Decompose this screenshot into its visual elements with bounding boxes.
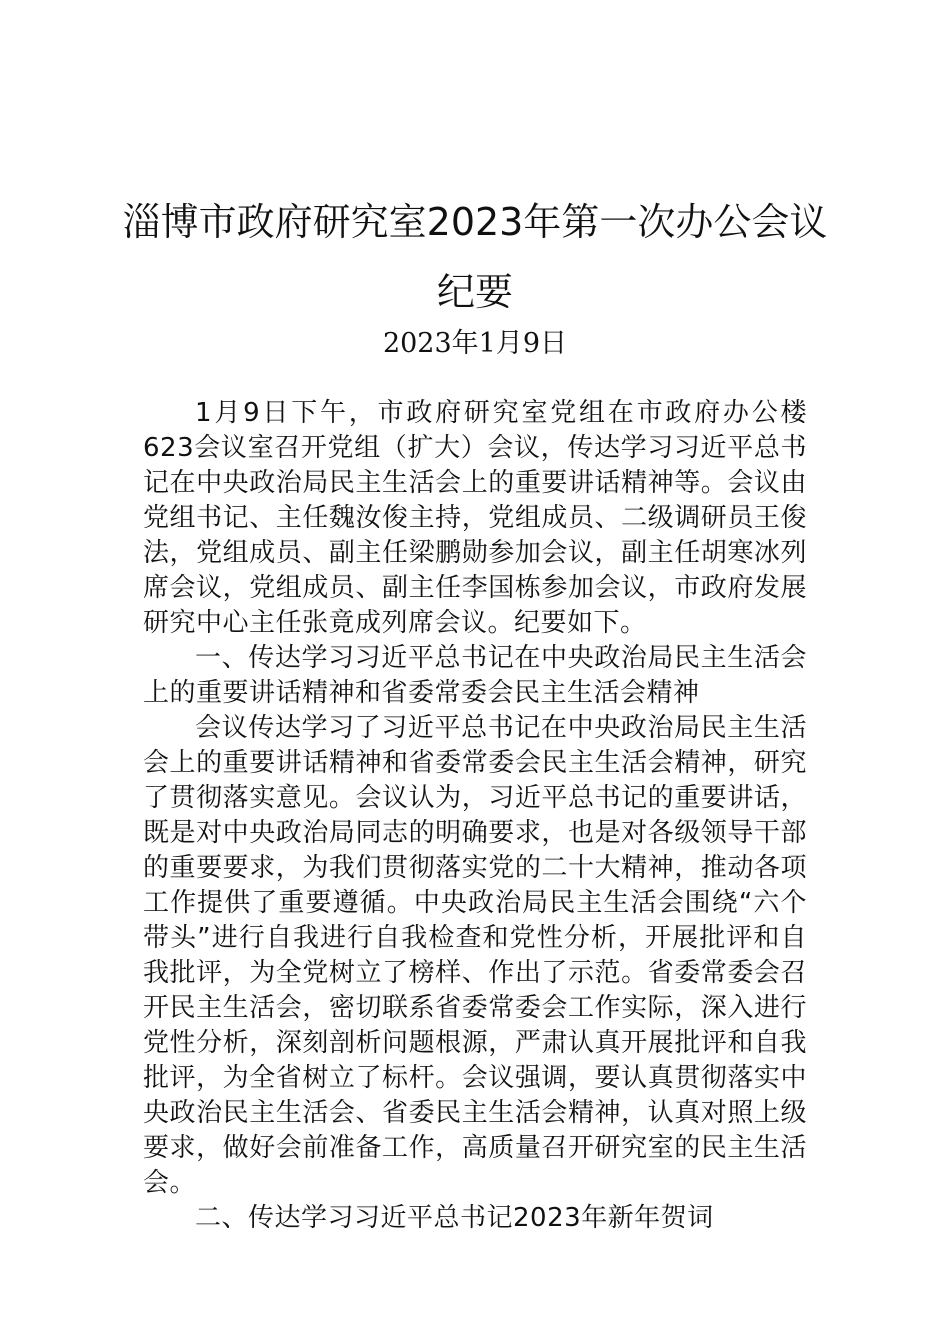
document-body bbox=[143, 396, 807, 1236]
section-1-paragraph: 会议传达学习了习近平总书记在中央政治局民主生活会上的重要讲话精神和省委常委会民主生活会精神，研究了贯彻落实意见。会议认为，习近平总书记的重要讲话，既是对中央政治局同志的明确要求，也是对各级领导干部的重要要求，为我们贯彻落实党的二十大精神，推动各项工作提供了重要遵循。中央政治局民主生活会围绕“六个带头”进行自我进行自我检查和党性分析，开展批评和自我批评，为全党树立了榜样、作出了示范。省委常委会召开民主生活会，密切联系省委常委会工作实际，深入进行党性分析，深刻剖析问题根源，严肃认真开展批评和自我批评，为全省树立了标杆。会议强调，要认真贯彻落实中央政治民主生活会、省委民主生活会精神，认真对照上级要求，做好会前准备工作，高质量召开研究室的民主生活会。 bbox=[143, 713, 807, 1198]
document-title-continuation: 纪要 bbox=[436, 270, 513, 314]
document-title: 淄博市政府研究室2023年第一次办公会议 bbox=[122, 200, 828, 244]
document-date: 2023年1月9日 bbox=[382, 328, 568, 359]
section-heading-2: 二、传达学习习近平总书记2023年新年贺词 bbox=[195, 1203, 714, 1233]
section-heading-1: 一、传达学习习近平总书记在中央政治局民主生活会上的重要讲话精神和省委常委会民主生活会精神 bbox=[143, 643, 807, 708]
intro-paragraph: 1月9日下午，市政府研究室党组在市政府办公楼623会议室召开党组（扩大）会议，传达学习习近平总书记在中央政治局民主生活会上的重要讲话精神等。会议由党组书记、主任魏汝俊主持，党组成员、二级调研员王俊法，党组成员、副主任梁鹏勋参加会议，副主任胡寒冰列席会议，党组成员、副主任李国栋参加会议，市政府发展研究中心主任张竟成列席会议。纪要如下。 bbox=[143, 398, 807, 638]
